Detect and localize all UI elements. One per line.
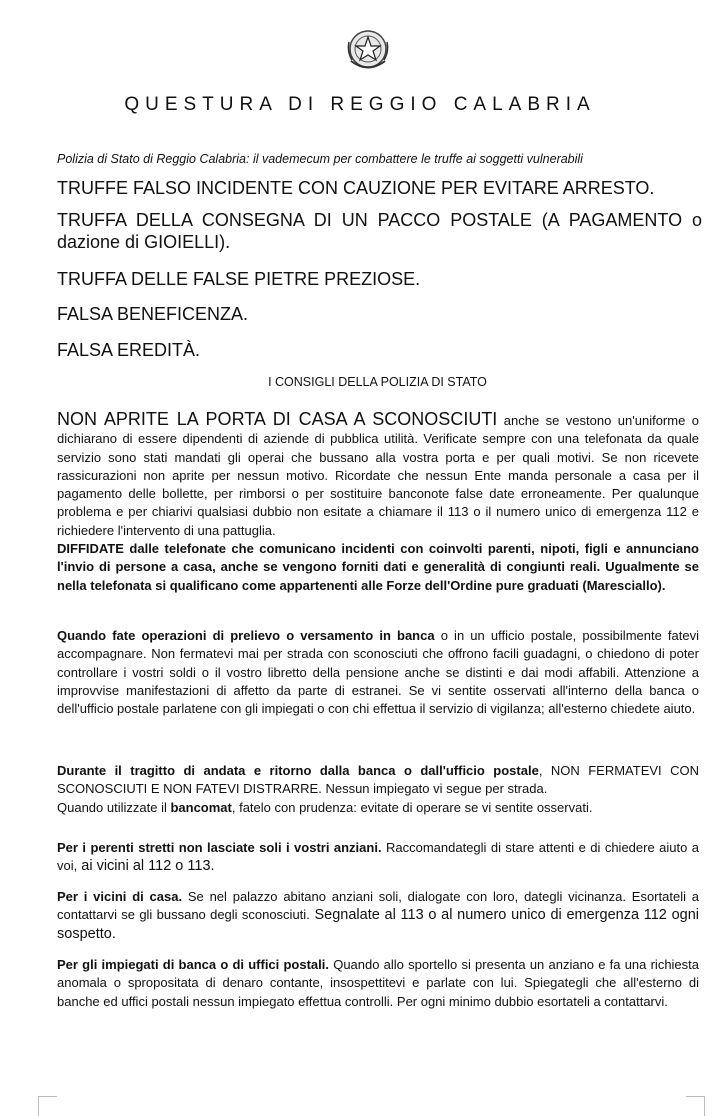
neighbors-tail: Segnalate al 113 o al numero unico di emergenza 112 ogni sospetto. <box>57 907 699 942</box>
trip-lead: Durante il tragitto di andata e ritorno dalla banca o dall'ufficio postale <box>57 763 539 778</box>
door-text: anche se vestono un'uniforme o dichiarano di essere dipendenti di aziende di pubblica utilità. Verificate sempre con una telefonata da quale servizio sono stati mandati gli operai che bussano alla vostra porta e per quali motivi. Se non ricevete rassicurazioni non aprite per nessun motivo. Ricordate che nessun Ente manda personale a casa per il pagamento delle bollette, per rimborsi o per sostituire banconote false date erroneamente. Per qualunque problema e per chiarivi qualsiasi dubbio non esitate a chiamare il 113 o il numero unico di emergenza 112 e richiedere l'intervento di una pattuglia. <box>57 413 699 538</box>
republic-emblem-icon <box>345 28 391 72</box>
trip-line2b: , fatelo con prudenza: evitate di operare se vi sentite osservati. <box>231 799 593 815</box>
relatives-tail: ai vicini al 112 o 113. <box>77 858 215 875</box>
employees-paragraph <box>57 956 699 1011</box>
employees-lead: Per gli impiegati di banca o di uffici postali. <box>57 957 329 972</box>
bank-lead: Quando fate operazioni di prelievo o versamento in banca <box>57 628 435 643</box>
page-corner-mark <box>686 1096 705 1116</box>
questura-title: QUESTURA DI REGGIO CALABRIA <box>124 94 596 115</box>
neighbors-text: Se nel palazzo abitano anziani soli, dialogate con loro, dategli vicinanza. Esortateli a contattarvi se gli bussano degli sconosciuti. <box>57 889 699 923</box>
bank-text: o in un ufficio postale, possibilmente fatevi accompagnare. Non fermatevi mai per strada con sconosciuti che offrono facili guadagni, o chiedono di poter controllare i vostri soldi o il vostro libretto della pensione anche se distinti e dai modi affabili. Attenzione a improvvise manifestazioni di affetto da parte di estranei. Se vi sentite osservati all'interno della banca o dell'ufficio postale parlatene con gli impiegati o con chi effettua il servizio di vigilanza; all'esterno chiedete aiuto. <box>57 628 700 717</box>
door-paragraph <box>57 410 699 595</box>
bancomat-word: bancomat <box>170 799 232 815</box>
trip-text: , NON FERMATEVI CON SCONOSCIUTI E NON FATEVI DISTRARRE. Nessun impiegato vi segue per strada. <box>57 763 699 797</box>
tips-heading: I CONSIGLI DELLA POLIZIA DI STATO <box>268 375 487 389</box>
door-lead: NON APRITE LA PORTA DI CASA A SCONOSCIUTI <box>57 409 498 429</box>
relatives-text: Raccomandategli di stare attenti e di chiedere aiuto a voi, <box>57 840 699 874</box>
relatives-lead: Per i perenti stretti non lasciate soli i vostri anziani. <box>57 840 382 855</box>
relatives-paragraph <box>57 839 699 876</box>
scam-item: TRUFFA DELLA CONSEGNA DI UN PACCO POSTALE (A PAGAMENTO o dazione di GIOIELLI). <box>57 210 702 252</box>
trip-line2a: Quando utilizzate il <box>57 799 171 815</box>
neighbors-lead: Per i vicini di casa. <box>57 889 183 904</box>
neighbors-paragraph <box>57 888 699 943</box>
bank-paragraph <box>57 627 699 718</box>
scam-item: TRUFFE FALSO INCIDENTE CON CAUZIONE PER EVITARE ARRESTO. <box>57 178 655 198</box>
employees-text: Quando allo sportello si presenta un anziano e fa una richiesta anomala o spropositata di denaro contante, insospettitevi e parlate con lui. Spiegategli che all'esterno di banche ed uffici postali nessun impiegato effettua controlli. Per ogni minimo dubbio esortateli a contattarvi. <box>57 957 700 1009</box>
scam-item: FALSA BENEFICENZA. <box>57 304 249 324</box>
scam-item: FALSA EREDITÀ. <box>57 340 201 360</box>
scam-item: TRUFFA DELLE FALSE PIETRE PREZIOSE. <box>57 269 421 289</box>
trip-paragraph <box>57 762 699 817</box>
page-corner-mark <box>38 1096 57 1116</box>
door-warning: DIFFIDATE dalle telefonate che comunicano incidenti con coinvolti parenti, nipoti, figli e annunciano l'invio di persone a casa, anche se vengono forniti dati e generalità di congiunti reali. Ugualmente se nella telefonata si qualificano come appartenenti alle Forze dell'Ordine pure graduati (Maresciallo). <box>57 541 699 593</box>
intro-line: Polizia di Stato di Reggio Calabria: il vademecum per combattere le truffe ai soggetti vulnerabili <box>57 152 583 166</box>
